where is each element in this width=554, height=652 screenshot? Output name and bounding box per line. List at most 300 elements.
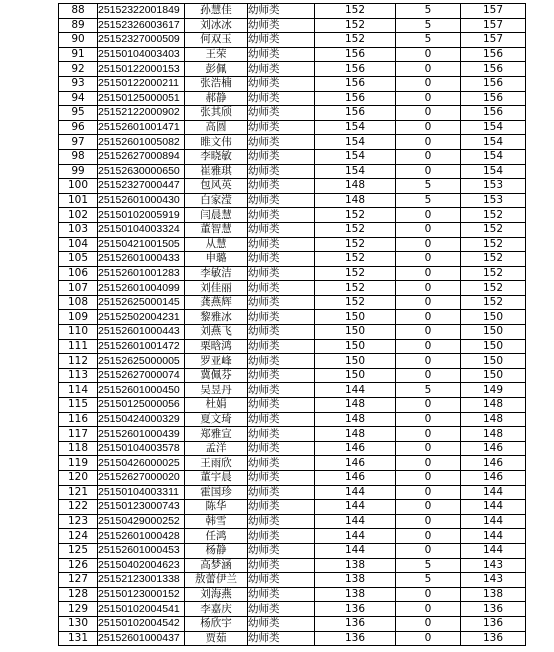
category-cell: 幼师类 bbox=[248, 398, 315, 413]
category-cell: 幼师类 bbox=[248, 310, 315, 325]
exam-score-cell: 150 bbox=[315, 368, 396, 383]
exam-score-cell: 144 bbox=[315, 383, 396, 398]
row-number-cell: 107 bbox=[59, 281, 98, 296]
total-score-cell: 138 bbox=[461, 587, 526, 602]
table-row bbox=[59, 208, 526, 223]
category-cell: 幼师类 bbox=[248, 529, 315, 544]
total-score-cell: 156 bbox=[461, 76, 526, 91]
exam-score-cell: 136 bbox=[315, 602, 396, 617]
table-row bbox=[59, 529, 526, 544]
category-cell: 幼师类 bbox=[248, 602, 315, 617]
exam-score-cell: 144 bbox=[315, 543, 396, 558]
candidate-id-cell: 25150421001505 bbox=[98, 237, 185, 252]
candidate-name-cell: 白家滢 bbox=[185, 193, 248, 208]
candidate-name-cell: 罗亚峰 bbox=[185, 354, 248, 369]
exam-score-cell: 150 bbox=[315, 325, 396, 340]
candidate-name-cell: 任鸿 bbox=[185, 529, 248, 544]
candidate-name-cell: 刘海燕 bbox=[185, 587, 248, 602]
exam-score-cell: 144 bbox=[315, 485, 396, 500]
candidate-name-cell: 刘佳丽 bbox=[185, 281, 248, 296]
candidate-id-cell: 25150125000051 bbox=[98, 91, 185, 106]
row-number-cell: 89 bbox=[59, 18, 98, 33]
table-row bbox=[59, 368, 526, 383]
table-row bbox=[59, 193, 526, 208]
candidate-id-cell: 25152627000074 bbox=[98, 368, 185, 383]
table-row bbox=[59, 47, 526, 62]
row-number-cell: 109 bbox=[59, 310, 98, 325]
candidate-id-cell: 25152601000430 bbox=[98, 193, 185, 208]
bonus-points-cell: 5 bbox=[396, 383, 461, 398]
bonus-points-cell: 5 bbox=[396, 18, 461, 33]
candidate-name-cell: 陈华 bbox=[185, 500, 248, 515]
bonus-points-cell: 0 bbox=[396, 427, 461, 442]
candidate-name-cell: 崔雅琪 bbox=[185, 164, 248, 179]
candidate-id-cell: 25150104003578 bbox=[98, 441, 185, 456]
bonus-points-cell: 0 bbox=[396, 295, 461, 310]
exam-score-cell: 138 bbox=[315, 587, 396, 602]
row-number-cell: 99 bbox=[59, 164, 98, 179]
exam-score-cell: 156 bbox=[315, 91, 396, 106]
candidate-id-cell: 25150122000211 bbox=[98, 76, 185, 91]
row-number-cell: 104 bbox=[59, 237, 98, 252]
table-row bbox=[59, 456, 526, 471]
bonus-points-cell: 0 bbox=[396, 135, 461, 150]
candidate-name-cell: 李嘉庆 bbox=[185, 602, 248, 617]
candidate-id-cell: 25150102004541 bbox=[98, 602, 185, 617]
category-cell: 幼师类 bbox=[248, 62, 315, 77]
bonus-points-cell: 0 bbox=[396, 208, 461, 223]
category-cell: 幼师类 bbox=[248, 573, 315, 588]
candidate-id-cell: 25152601000437 bbox=[98, 631, 185, 646]
exam-score-cell: 150 bbox=[315, 310, 396, 325]
exam-score-cell: 152 bbox=[315, 237, 396, 252]
category-cell: 幼师类 bbox=[248, 339, 315, 354]
bonus-points-cell: 0 bbox=[396, 471, 461, 486]
bonus-points-cell: 0 bbox=[396, 47, 461, 62]
row-number-cell: 117 bbox=[59, 427, 98, 442]
exam-score-cell: 146 bbox=[315, 441, 396, 456]
row-number-cell: 121 bbox=[59, 485, 98, 500]
total-score-cell: 154 bbox=[461, 135, 526, 150]
category-cell: 幼师类 bbox=[248, 4, 315, 19]
bonus-points-cell: 0 bbox=[396, 339, 461, 354]
row-number-cell: 91 bbox=[59, 47, 98, 62]
exam-score-cell: 148 bbox=[315, 427, 396, 442]
bonus-points-cell: 0 bbox=[396, 325, 461, 340]
candidate-id-cell: 25150104003324 bbox=[98, 222, 185, 237]
candidate-id-cell: 25152123001338 bbox=[98, 573, 185, 588]
row-number-cell: 124 bbox=[59, 529, 98, 544]
total-score-cell: 156 bbox=[461, 91, 526, 106]
bonus-points-cell: 0 bbox=[396, 222, 461, 237]
bonus-points-cell: 5 bbox=[396, 573, 461, 588]
row-number-cell: 92 bbox=[59, 62, 98, 77]
total-score-cell: 136 bbox=[461, 602, 526, 617]
category-cell: 幼师类 bbox=[248, 558, 315, 573]
row-number-cell: 128 bbox=[59, 587, 98, 602]
exam-score-cell: 136 bbox=[315, 616, 396, 631]
candidate-name-cell: 高梦涵 bbox=[185, 558, 248, 573]
bonus-points-cell: 0 bbox=[396, 252, 461, 267]
total-score-cell: 152 bbox=[461, 295, 526, 310]
row-number-cell: 114 bbox=[59, 383, 98, 398]
row-number-cell: 131 bbox=[59, 631, 98, 646]
exam-score-cell: 138 bbox=[315, 558, 396, 573]
bonus-points-cell: 0 bbox=[396, 281, 461, 296]
candidate-id-cell: 25152625000005 bbox=[98, 354, 185, 369]
exam-score-cell: 156 bbox=[315, 47, 396, 62]
candidate-name-cell: 王荣 bbox=[185, 47, 248, 62]
row-number-cell: 90 bbox=[59, 33, 98, 48]
total-score-cell: 150 bbox=[461, 354, 526, 369]
exam-score-cell: 156 bbox=[315, 62, 396, 77]
exam-score-cell: 144 bbox=[315, 529, 396, 544]
bonus-points-cell: 0 bbox=[396, 602, 461, 617]
candidate-id-cell: 25152327000447 bbox=[98, 179, 185, 194]
category-cell: 幼师类 bbox=[248, 266, 315, 281]
total-score-cell: 144 bbox=[461, 500, 526, 515]
category-cell: 幼师类 bbox=[248, 427, 315, 442]
total-score-cell: 154 bbox=[461, 164, 526, 179]
candidate-id-cell: 25152601000433 bbox=[98, 252, 185, 267]
total-score-cell: 148 bbox=[461, 398, 526, 413]
table-row bbox=[59, 222, 526, 237]
table-row bbox=[59, 295, 526, 310]
bonus-points-cell: 5 bbox=[396, 193, 461, 208]
candidate-name-cell: 王雨欣 bbox=[185, 456, 248, 471]
table-row bbox=[59, 266, 526, 281]
total-score-cell: 152 bbox=[461, 237, 526, 252]
candidate-name-cell: 张其颀 bbox=[185, 106, 248, 121]
total-score-cell: 156 bbox=[461, 106, 526, 121]
row-number-cell: 122 bbox=[59, 500, 98, 515]
exam-score-cell: 148 bbox=[315, 193, 396, 208]
table-row bbox=[59, 179, 526, 194]
row-number-cell: 112 bbox=[59, 354, 98, 369]
total-score-cell: 144 bbox=[461, 543, 526, 558]
candidate-name-cell: 敖蕾伊兰 bbox=[185, 573, 248, 588]
total-score-cell: 154 bbox=[461, 149, 526, 164]
row-number-cell: 115 bbox=[59, 398, 98, 413]
category-cell: 幼师类 bbox=[248, 383, 315, 398]
category-cell: 幼师类 bbox=[248, 91, 315, 106]
candidate-name-cell: 高圆 bbox=[185, 120, 248, 135]
table-row bbox=[59, 281, 526, 296]
candidate-name-cell: 龚燕辉 bbox=[185, 295, 248, 310]
row-number-cell: 123 bbox=[59, 514, 98, 529]
candidate-id-cell: 25150402004623 bbox=[98, 558, 185, 573]
candidate-name-cell: 董智慧 bbox=[185, 222, 248, 237]
exam-score-cell: 152 bbox=[315, 4, 396, 19]
exam-score-cell: 144 bbox=[315, 500, 396, 515]
exam-score-cell: 138 bbox=[315, 573, 396, 588]
category-cell: 幼师类 bbox=[248, 295, 315, 310]
row-number-cell: 110 bbox=[59, 325, 98, 340]
total-score-cell: 156 bbox=[461, 62, 526, 77]
exam-score-cell: 148 bbox=[315, 398, 396, 413]
score-table bbox=[58, 3, 526, 646]
candidate-name-cell: 黎雅冰 bbox=[185, 310, 248, 325]
exam-score-cell: 152 bbox=[315, 281, 396, 296]
category-cell: 幼师类 bbox=[248, 252, 315, 267]
row-number-cell: 126 bbox=[59, 558, 98, 573]
total-score-cell: 157 bbox=[461, 4, 526, 19]
total-score-cell: 144 bbox=[461, 514, 526, 529]
candidate-name-cell: 杨静 bbox=[185, 543, 248, 558]
exam-score-cell: 156 bbox=[315, 76, 396, 91]
exam-score-cell: 154 bbox=[315, 149, 396, 164]
candidate-name-cell: 郑雅宣 bbox=[185, 427, 248, 442]
exam-score-cell: 152 bbox=[315, 33, 396, 48]
row-number-cell: 106 bbox=[59, 266, 98, 281]
candidate-id-cell: 25152601000450 bbox=[98, 383, 185, 398]
total-score-cell: 146 bbox=[461, 441, 526, 456]
table-row bbox=[59, 398, 526, 413]
category-cell: 幼师类 bbox=[248, 368, 315, 383]
category-cell: 幼师类 bbox=[248, 616, 315, 631]
bonus-points-cell: 0 bbox=[396, 76, 461, 91]
total-score-cell: 150 bbox=[461, 325, 526, 340]
exam-score-cell: 150 bbox=[315, 354, 396, 369]
candidate-id-cell: 25152627000894 bbox=[98, 149, 185, 164]
table-row bbox=[59, 543, 526, 558]
row-number-cell: 130 bbox=[59, 616, 98, 631]
table-row bbox=[59, 616, 526, 631]
bonus-points-cell: 0 bbox=[396, 354, 461, 369]
table-row bbox=[59, 18, 526, 33]
row-number-cell: 103 bbox=[59, 222, 98, 237]
candidate-id-cell: 25150104003311 bbox=[98, 485, 185, 500]
bonus-points-cell: 5 bbox=[396, 4, 461, 19]
bonus-points-cell: 0 bbox=[396, 164, 461, 179]
table-row bbox=[59, 237, 526, 252]
candidate-id-cell: 25152627000020 bbox=[98, 471, 185, 486]
score-table-body bbox=[59, 4, 526, 646]
exam-score-cell: 152 bbox=[315, 222, 396, 237]
candidate-name-cell: 韩雪 bbox=[185, 514, 248, 529]
bonus-points-cell: 0 bbox=[396, 398, 461, 413]
total-score-cell: 150 bbox=[461, 310, 526, 325]
candidate-name-cell: 霍国珍 bbox=[185, 485, 248, 500]
row-number-cell: 97 bbox=[59, 135, 98, 150]
table-row bbox=[59, 149, 526, 164]
bonus-points-cell: 0 bbox=[396, 237, 461, 252]
total-score-cell: 148 bbox=[461, 412, 526, 427]
category-cell: 幼师类 bbox=[248, 18, 315, 33]
table-row bbox=[59, 106, 526, 121]
row-number-cell: 116 bbox=[59, 412, 98, 427]
candidate-id-cell: 25150104003403 bbox=[98, 47, 185, 62]
candidate-id-cell: 25152502004231 bbox=[98, 310, 185, 325]
exam-score-cell: 148 bbox=[315, 179, 396, 194]
bonus-points-cell: 0 bbox=[396, 500, 461, 515]
candidate-name-cell: 栗晗鸿 bbox=[185, 339, 248, 354]
bonus-points-cell: 0 bbox=[396, 456, 461, 471]
row-number-cell: 100 bbox=[59, 179, 98, 194]
category-cell: 幼师类 bbox=[248, 543, 315, 558]
table-row bbox=[59, 441, 526, 456]
exam-score-cell: 150 bbox=[315, 339, 396, 354]
category-cell: 幼师类 bbox=[248, 149, 315, 164]
total-score-cell: 157 bbox=[461, 33, 526, 48]
category-cell: 幼师类 bbox=[248, 441, 315, 456]
table-row bbox=[59, 631, 526, 646]
candidate-id-cell: 25150429000252 bbox=[98, 514, 185, 529]
table-row bbox=[59, 76, 526, 91]
row-number-cell: 102 bbox=[59, 208, 98, 223]
table-row bbox=[59, 325, 526, 340]
bonus-points-cell: 0 bbox=[396, 587, 461, 602]
candidate-name-cell: 刘冰冰 bbox=[185, 18, 248, 33]
candidate-id-cell: 25150426000025 bbox=[98, 456, 185, 471]
category-cell: 幼师类 bbox=[248, 106, 315, 121]
exam-score-cell: 152 bbox=[315, 266, 396, 281]
row-number-cell: 88 bbox=[59, 4, 98, 19]
candidate-name-cell: 李晓敏 bbox=[185, 149, 248, 164]
bonus-points-cell: 5 bbox=[396, 558, 461, 573]
table-row bbox=[59, 4, 526, 19]
candidate-name-cell: 包风英 bbox=[185, 179, 248, 194]
row-number-cell: 95 bbox=[59, 106, 98, 121]
candidate-id-cell: 25152601005082 bbox=[98, 135, 185, 150]
exam-score-cell: 152 bbox=[315, 208, 396, 223]
row-number-cell: 96 bbox=[59, 120, 98, 135]
table-row bbox=[59, 471, 526, 486]
category-cell: 幼师类 bbox=[248, 47, 315, 62]
candidate-name-cell: 申璐 bbox=[185, 252, 248, 267]
bonus-points-cell: 0 bbox=[396, 266, 461, 281]
row-number-cell: 93 bbox=[59, 76, 98, 91]
total-score-cell: 152 bbox=[461, 222, 526, 237]
total-score-cell: 144 bbox=[461, 485, 526, 500]
candidate-id-cell: 25152601000439 bbox=[98, 427, 185, 442]
row-number-cell: 108 bbox=[59, 295, 98, 310]
table-row bbox=[59, 558, 526, 573]
candidate-name-cell: 杨欣宇 bbox=[185, 616, 248, 631]
total-score-cell: 136 bbox=[461, 616, 526, 631]
total-score-cell: 153 bbox=[461, 193, 526, 208]
bonus-points-cell: 0 bbox=[396, 616, 461, 631]
bonus-points-cell: 0 bbox=[396, 120, 461, 135]
row-number-cell: 101 bbox=[59, 193, 98, 208]
category-cell: 幼师类 bbox=[248, 587, 315, 602]
category-cell: 幼师类 bbox=[248, 514, 315, 529]
category-cell: 幼师类 bbox=[248, 281, 315, 296]
category-cell: 幼师类 bbox=[248, 208, 315, 223]
candidate-name-cell: 从慧 bbox=[185, 237, 248, 252]
total-score-cell: 152 bbox=[461, 281, 526, 296]
candidate-name-cell: 刘燕飞 bbox=[185, 325, 248, 340]
candidate-id-cell: 25150122000153 bbox=[98, 62, 185, 77]
candidate-id-cell: 25152625000145 bbox=[98, 295, 185, 310]
bonus-points-cell: 0 bbox=[396, 631, 461, 646]
total-score-cell: 146 bbox=[461, 456, 526, 471]
candidate-id-cell: 25152601000443 bbox=[98, 325, 185, 340]
candidate-name-cell: 孙慧佳 bbox=[185, 4, 248, 19]
bonus-points-cell: 0 bbox=[396, 514, 461, 529]
candidate-id-cell: 25150123000152 bbox=[98, 587, 185, 602]
table-row bbox=[59, 412, 526, 427]
candidate-id-cell: 25152601000453 bbox=[98, 543, 185, 558]
category-cell: 幼师类 bbox=[248, 120, 315, 135]
table-row bbox=[59, 135, 526, 150]
category-cell: 幼师类 bbox=[248, 164, 315, 179]
bonus-points-cell: 0 bbox=[396, 62, 461, 77]
bonus-points-cell: 0 bbox=[396, 149, 461, 164]
candidate-name-cell: 贾茹 bbox=[185, 631, 248, 646]
exam-score-cell: 136 bbox=[315, 631, 396, 646]
bonus-points-cell: 5 bbox=[396, 179, 461, 194]
table-row bbox=[59, 383, 526, 398]
table-row bbox=[59, 33, 526, 48]
table-row bbox=[59, 252, 526, 267]
candidate-name-cell: 夏文琦 bbox=[185, 412, 248, 427]
category-cell: 幼师类 bbox=[248, 325, 315, 340]
total-score-cell: 144 bbox=[461, 529, 526, 544]
table-row bbox=[59, 120, 526, 135]
candidate-name-cell: 吴昱丹 bbox=[185, 383, 248, 398]
bonus-points-cell: 0 bbox=[396, 368, 461, 383]
exam-score-cell: 152 bbox=[315, 252, 396, 267]
category-cell: 幼师类 bbox=[248, 471, 315, 486]
category-cell: 幼师类 bbox=[248, 193, 315, 208]
category-cell: 幼师类 bbox=[248, 33, 315, 48]
candidate-id-cell: 25152122000902 bbox=[98, 106, 185, 121]
candidate-id-cell: 25152630000650 bbox=[98, 164, 185, 179]
table-row bbox=[59, 573, 526, 588]
category-cell: 幼师类 bbox=[248, 135, 315, 150]
table-row bbox=[59, 587, 526, 602]
exam-score-cell: 156 bbox=[315, 106, 396, 121]
total-score-cell: 154 bbox=[461, 120, 526, 135]
row-number-cell: 105 bbox=[59, 252, 98, 267]
bonus-points-cell: 5 bbox=[396, 33, 461, 48]
candidate-id-cell: 25150102004542 bbox=[98, 616, 185, 631]
row-number-cell: 120 bbox=[59, 471, 98, 486]
row-number-cell: 129 bbox=[59, 602, 98, 617]
candidate-id-cell: 25150102005919 bbox=[98, 208, 185, 223]
candidate-name-cell: 何双玉 bbox=[185, 33, 248, 48]
table-row bbox=[59, 485, 526, 500]
category-cell: 幼师类 bbox=[248, 237, 315, 252]
total-score-cell: 150 bbox=[461, 339, 526, 354]
total-score-cell: 136 bbox=[461, 631, 526, 646]
total-score-cell: 146 bbox=[461, 471, 526, 486]
total-score-cell: 150 bbox=[461, 368, 526, 383]
bonus-points-cell: 0 bbox=[396, 106, 461, 121]
candidate-id-cell: 25150424000329 bbox=[98, 412, 185, 427]
total-score-cell: 157 bbox=[461, 18, 526, 33]
row-number-cell: 127 bbox=[59, 573, 98, 588]
candidate-name-cell: 彭佩 bbox=[185, 62, 248, 77]
total-score-cell: 153 bbox=[461, 179, 526, 194]
exam-score-cell: 148 bbox=[315, 412, 396, 427]
category-cell: 幼师类 bbox=[248, 354, 315, 369]
candidate-name-cell: 孟洋 bbox=[185, 441, 248, 456]
candidate-id-cell: 25150125000056 bbox=[98, 398, 185, 413]
exam-score-cell: 154 bbox=[315, 164, 396, 179]
candidate-name-cell: 李敏洁 bbox=[185, 266, 248, 281]
table-row bbox=[59, 500, 526, 515]
table-row bbox=[59, 164, 526, 179]
category-cell: 幼师类 bbox=[248, 412, 315, 427]
exam-score-cell: 154 bbox=[315, 120, 396, 135]
bonus-points-cell: 0 bbox=[396, 412, 461, 427]
row-number-cell: 113 bbox=[59, 368, 98, 383]
exam-score-cell: 146 bbox=[315, 471, 396, 486]
candidate-id-cell: 25152601001283 bbox=[98, 266, 185, 281]
candidate-id-cell: 25150123000743 bbox=[98, 500, 185, 515]
